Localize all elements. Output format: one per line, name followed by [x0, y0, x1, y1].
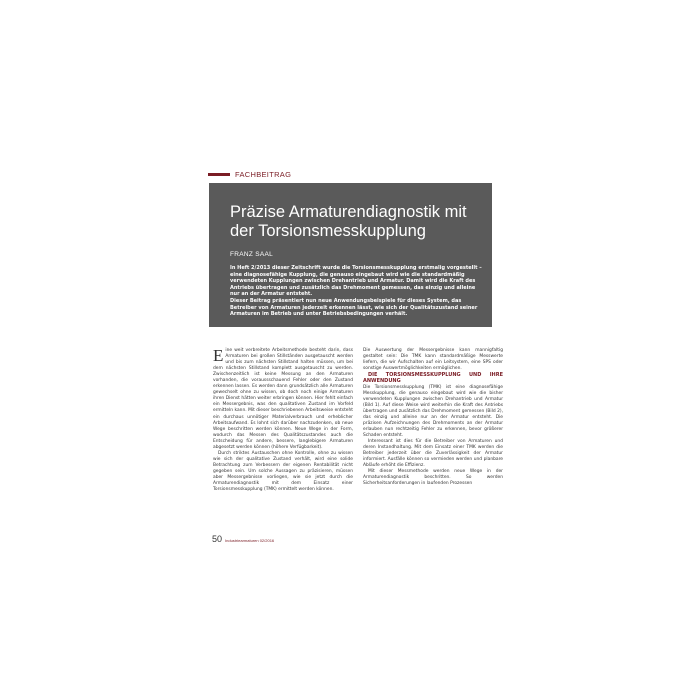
- body-paragraph: Mit dieser Messmethode werden neue Wege in der Armaturendiagnostik beschritten. So werden Sicherheitsanforderungen in laufenden Prozessen: [363, 469, 503, 487]
- lead-paragraph-1: In Heft 2/2013 dieser Zeitschrift wurde die Torsionsmesskupplung erstmalig vorgestellt – eine diagnosefähige Kupplung, die genauso eingebaut wird wie die standardmäßig verwendeten Kupplungen zwischen Drehantrieb und Armatur. Damit wird die Kraft des Antriebs übertragen und zusätzlich das Drehmoment gemessen, das einzig und alleine nur an der Armatur entsteht.: [230, 265, 482, 298]
- body-paragraph: Durch striktes Austauschen ohne Kontrolle, ohne zu wissen wie sich der qualitative Zustand verhält, wird eine solide Betrachtung zum Verbessern der eigenen Rentabilität nicht gegeben sein. Um solche Aussagen zu präzisieren, müssen aber Messergebnisse vorliegen, wie sie jetzt durch die Armaturendiagnostik mit dem Einsatz einer Torsionsmesskupplung (TMK) ermittelt werden können.: [213, 450, 353, 493]
- article-author: FRANZ SAAL: [230, 251, 274, 258]
- article-title-line-2: der Torsionsmesskupplung: [230, 222, 426, 240]
- body-paragraph: Interessant ist dies für die Betreiber von Armaturen und deren Instandhaltung. Mit dem Einsatz einer TMK werden die Betreiber jederzeit über die Zuverlässigkeit der Armatur informiert. Ausfälle können so vermieden werden und planbare Abläufe erhöht die Effizienz.: [363, 439, 503, 469]
- section-label: FACHBEITRAG: [235, 170, 292, 179]
- drop-cap: E: [213, 346, 224, 365]
- body-column-left: [213, 348, 353, 493]
- lead-paragraph-2: Dieser Beitrag präsentiert nun neue Anwendungsbeispiele für dieses System, das Betreiber von Armaturen jederzeit erkennen lässt, wie sich der Qualitätszustand seiner Armaturen im Betrieb und unter Betriebsbedingungen verhält.: [230, 297, 478, 318]
- article-header-box: [209, 183, 492, 327]
- article-title-line-1: Präzise Armaturendiagnostik mit: [230, 203, 467, 221]
- section-tag: [208, 170, 291, 179]
- body-paragraph: Die Auswertung der Messergebnisse kann mannigfaltig gestaltet sein: Die TMK kann standardmäßige Messwerte liefern, die wir Aufschalten auf ein Leitsystem, eine SPS oder sonstige Auswertmöglichkeiten ermöglichen.: [363, 348, 503, 372]
- body-paragraph: [213, 348, 353, 451]
- section-accent-bar: [208, 173, 230, 176]
- body-column-right: [363, 348, 503, 487]
- article-lead: [230, 265, 482, 318]
- section-subheading: DIE TORSIONSMESSKUPPLUNG UND IHRE ANWENDUNG: [363, 372, 503, 385]
- body-paragraph-text: ine weit verbreitete Arbeitsmethode besteht darin, dass Armaturen bei großen Stillständen ausgetauscht werden und bis zum nächsten Stillstand halten müssen, um bei dem nächsten Stillstand komplett ausgetauscht zu werden. Zwischenzeitlich ist keine Messung an den Armaturen vorhanden, die voraussschauend Fehler oder den Zustand erkennen lassen. Es werden dann grundsätzlich alle Armaturen gewechselt ohne zu wissen, ob doch noch einige Armaturen ihren Dienst hätten weiter erbringen können. Hier fehlt einfach ein Messergebnis, was den qualitativen Zustand im Vorfeld ermitteln kann. Mit dieser beschriebenen Arbeitsweise entsteht ein durchaus unnötiger Materialverbrauch und erheblicher Arbeitsaufwand. Es lohnt sich darüber nachzudenken, ob neue Wege beschritten werden können. Neue Wege in der Form, wodurch das Messen des Qualitätszustandes auch die Entscheidung für andere, bessere, langlebigere Armaturen abgesetzt werden können (höhere Verfügbarkeit).: [213, 348, 353, 450]
- page-number: 50: [212, 534, 223, 544]
- body-paragraph: Die Torsionsmesskupplung (TMK) ist eine diagnosefähige Messkupplung, die genauso eingebaut wird wie die bisher verwendeten Kupplungen zwischen Drehantrieb und Armatur (Bild 1). Auf diese Weise wird weiterhin die Kraft des Antriebs übertragen und zusätzlich das Drehmoment gemessen (Bild 2), das einzig und alleine nur an der Armatur entsteht. Die präzisen Aufzeichnungen des Drehmoments an der Armatur erlauben nun rechtzeitig Fehler zu erkennen, bevor größerer Schaden entsteht.: [363, 384, 503, 438]
- publication-source: Industriearmaturen 02/2016: [225, 538, 275, 543]
- article-title: [230, 203, 485, 241]
- page-footer: [212, 534, 274, 544]
